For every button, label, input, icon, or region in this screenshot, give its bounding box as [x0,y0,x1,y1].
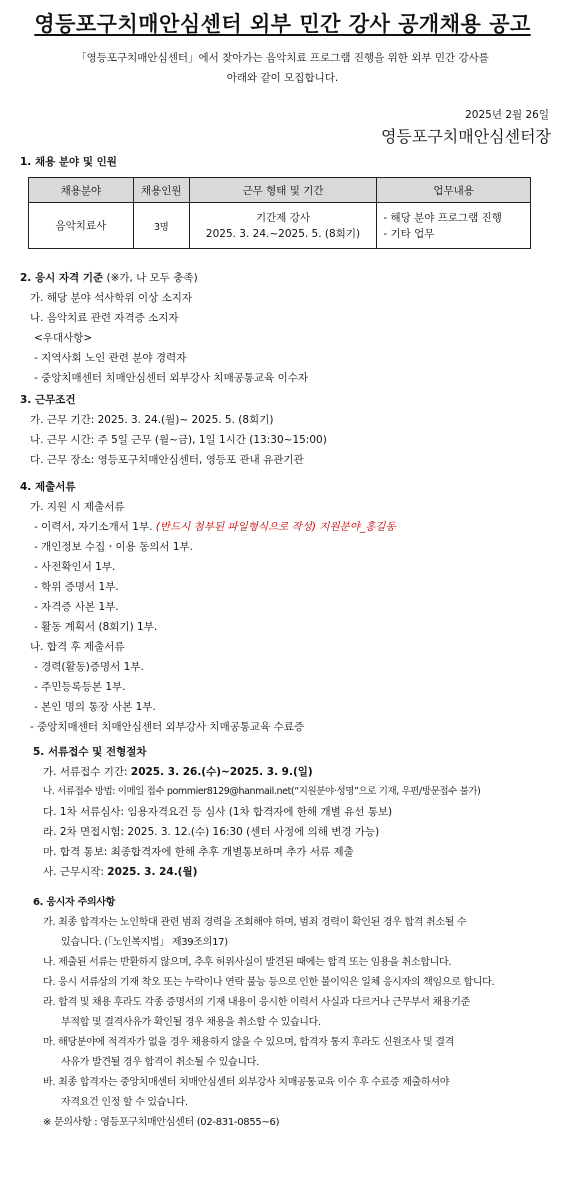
start-date: 2025. 3. 24.(월) [107,866,198,878]
table-header-cell: 근무 형태 및 기간 [189,178,377,203]
work-form-line: 기간제 강사 [255,211,311,224]
duty-line: - 기타 업무 [383,227,435,240]
issuing-organization: 영등포구치매안심센터장 [380,127,551,146]
list-item: - 사전확인서 1부. [34,561,116,573]
section-4 [20,477,396,737]
list-item: 다. 근무 장소: 영등포구치매안심센터, 영등포 관내 유관기관 [30,454,304,466]
list-item: 가. 지원 시 제출서류 [30,501,125,513]
list-item: - 본인 명의 통장 사본 1부. [34,701,156,713]
list-item: 다. 응시 서류상의 기재 착오 또는 누락이나 연락 불능 등으로 인한 불이익은 일체 응시자의 책임으로 합니다. [43,977,495,988]
notice-date: 2025년 2월 26일 [465,109,549,121]
list-item: - 활동 계획서 (8회기) 1부. [34,621,158,633]
list-item: - 주민등록등본 1부. [34,681,126,693]
list-item: 나. 서류접수 방법: 이메일 접수 pommier8129@hanmail.net(“지원분야·성명”으로 기재, 우편/방문접수 불가) [43,786,481,797]
notice-title: 영등포구치매안심센터 외부 민간 강사 공개채용 공고 [34,12,531,36]
list-item: - 경력(활동)증명서 1부. [34,661,144,673]
list-item-continuation: 부적합 및 결격사유가 확인될 경우 채용을 취소할 수 있습니다. [61,1017,321,1028]
table-header-cell: 채용분야 [29,178,134,203]
section-3 [20,390,327,470]
list-item: - 지역사회 노인 관련 분야 경력자 [34,352,187,364]
table-row [29,203,531,249]
list-item: - 중앙치매센터 치매안심센터 외부강사 치매공통교육 수료증 [30,721,305,733]
section-heading: 6. 응시자 주의사항 [33,897,116,908]
section-5 [33,742,480,882]
list-item: 나. 음악치료 관련 자격증 소지자 [30,312,179,324]
list-item: 나. 제출된 서류는 반환하지 않으며, 추후 허위사실이 발견된 때에는 합격 또는 임용을 취소합니다. [43,957,452,968]
duties-cell [377,203,531,249]
intro-line: 아래와 같이 모집합니다. [226,72,339,84]
list-item-text: - 이력서, 자기소개서 1부. [34,521,153,533]
list-item: <우대사항> [34,332,93,344]
section-heading: 5. 서류접수 및 전형절차 [33,746,147,758]
list-item: - 학위 증명서 1부. [34,581,119,593]
intro-line: 「영등포구치매안심센터」에서 찾아가는 음악치료 프로그램 진행을 위한 외부 민간 강사를 [76,52,489,64]
table-header-cell: 업무내용 [377,178,531,203]
list-item: 마. 합격 통보: 최종합격자에 한해 추후 개별통보하며 추가 서류 제출 [43,846,354,858]
list-item-continuation: 자격요건 인정 할 수 있습니다. [61,1097,188,1108]
list-item-continuation: 있습니다. (「노인복지법」 제39조의17) [61,937,228,948]
section-heading: 4. 제출서류 [20,481,76,493]
list-item: 가. 최종 합격자는 노인학대 관련 범죄 경력을 조회해야 하며, 범죄 경력이 확인된 경우 합격 취소될 수 [43,917,467,928]
section-heading: 2. 응시 자격 기준 [20,272,104,284]
duty-line: - 해당 분야 프로그램 진행 [383,211,502,224]
list-item: 가. 해당 분야 석사학위 이상 소지자 [30,292,193,304]
contact-info: ※ 문의사항 : 영등포구치매안심센터 (02-831-0855~6) [43,1117,280,1128]
recruitment-table [28,177,531,249]
section-6 [33,893,543,1133]
list-item: 바. 최종 합격자는 중앙치매센터 치매안심센터 외부강사 치매공통교육 이수 후 수료증 제출하셔야 [43,1077,450,1088]
application-period: 2025. 3. 26.(수)~2025. 3. 9.(일) [130,766,313,778]
section-2 [20,268,308,388]
section-1 [20,152,117,172]
list-item: 나. 근무 시간: 주 5일 근무 (월~금), 1일 1시간 (13:30~15:00) [30,434,327,446]
list-item [33,762,480,782]
list-item: 라. 합격 및 채용 후라도 각종 증명서의 기재 내용이 응시한 이력서 사실과 다르거나 근무부서 채용기준 [43,997,470,1008]
list-item: 라. 2차 면접시험: 2025. 3. 12.(수) 16:30 (센터 사정에 의해 변경 가능) [43,826,380,838]
count-cell: 3명 [133,203,189,249]
intro-text [0,48,565,88]
list-item: 다. 1차 서류심사: 임용자격요건 등 심사 (1차 합격자에 한해 개별 유선 통보) [43,806,393,818]
section-heading: 3. 근무조건 [20,394,76,406]
list-item: 마. 해당분야에 적격자가 없을 경우 채용하지 않을 수 있으며, 합격자 통지 후라도 신원조사 및 결격 [43,1037,455,1048]
list-item: 나. 합격 후 제출서류 [30,641,125,653]
list-item-continuation: 사유가 발견될 경우 합격이 취소될 수 있습니다. [61,1057,259,1068]
table-header-cell: 채용인원 [133,178,189,203]
list-item: 가. 근무 기간: 2025. 3. 24.(월)~ 2025. 5. (8회기) [30,414,274,426]
list-item-label: 가. 서류접수 기간: [43,766,131,778]
list-item [20,517,396,537]
work-period-line: 2025. 3. 24.~2025. 5. (8회기) [205,227,361,240]
table-header-row [29,178,531,203]
section-heading: 1. 채용 분야 및 인원 [20,156,117,168]
list-item-label: 사. 근무시작: [43,866,108,878]
file-format-notice: (반드시 첨부된 파일형식으로 작성) 지원분야_홍길동 [155,521,396,533]
section-note: (※가, 나 모두 충족) [106,272,198,284]
field-cell: 음악치료사 [29,203,134,249]
list-item: - 자격증 사본 1부. [34,601,119,613]
list-item [33,862,480,882]
list-item: - 개인정보 수집ㆍ이용 동의서 1부. [34,541,194,553]
work-form-cell [189,203,377,249]
list-item: - 중앙치매센터 치매안심센터 외부강사 치매공통교육 이수자 [34,372,309,384]
